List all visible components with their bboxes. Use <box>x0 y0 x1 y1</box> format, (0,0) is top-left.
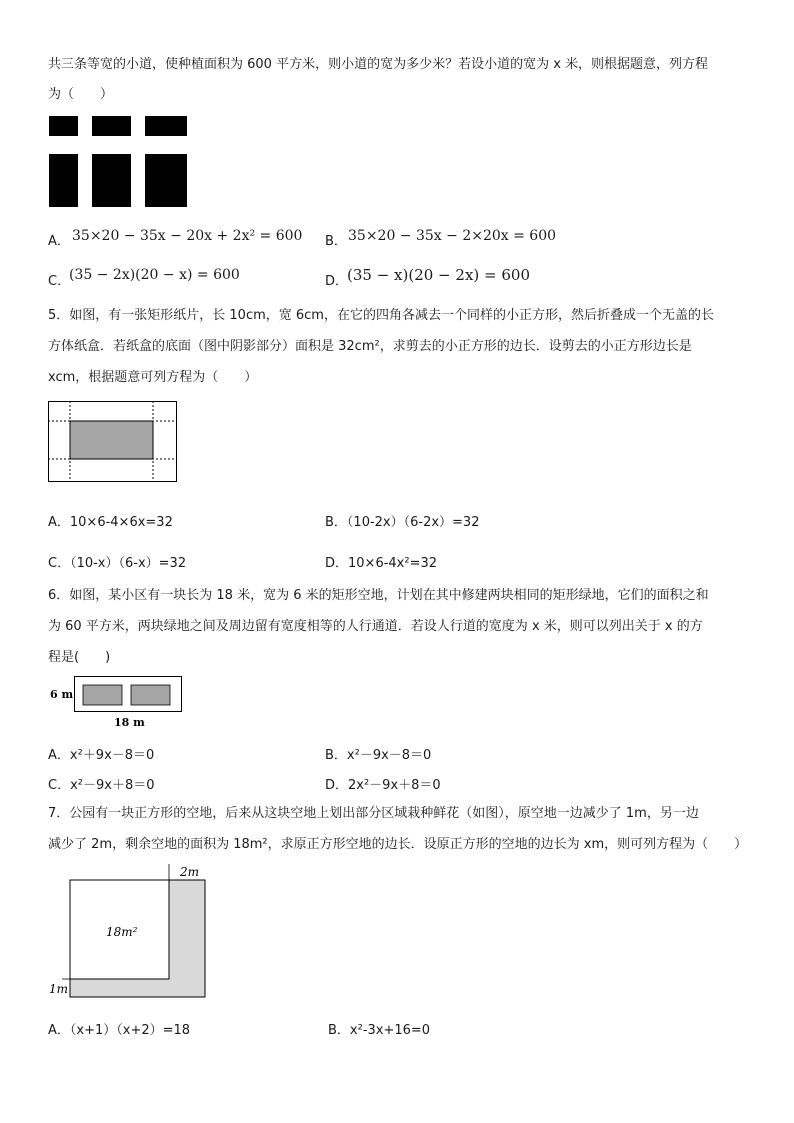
q4-figure <box>48 116 190 208</box>
q6-option-a: A．x²＋9x－8＝0 <box>48 748 155 763</box>
q4-plot-bottom-1 <box>49 154 78 207</box>
q4-option-c-letter: C． <box>48 274 71 289</box>
q5-shaded-base <box>70 421 153 459</box>
q6-stem-line3: 程是( ) <box>48 650 111 665</box>
q6-option-b: B．x²－9x－8＝0 <box>325 748 432 763</box>
q5-stem-line2: 方体纸盒．若纸盒的底面（图中阴影部分）面积是 32cm²，求剪去的小正方形的边长．设剪去的小正方形边长是 <box>48 339 692 354</box>
q6-stem-line2: 为 60 平方米，两块绿地之间及周边留有宽度相等的人行通道．若设人行道的宽度为 x 米，则可以列出关于 x 的方 <box>48 619 703 634</box>
q7-label-left: 1m <box>49 982 69 996</box>
q7-label-center: 18m² <box>106 925 138 939</box>
q5-option-b: B．（10-2x）（6-2x）=32 <box>325 515 480 530</box>
q7-option-b: B．x²-3x+16=0 <box>328 1023 431 1038</box>
q4-plot-bottom-3 <box>145 154 187 207</box>
q4-option-d-letter: D． <box>325 274 349 289</box>
q5-stem-line3: xcm，根据题意可列方程为（ ） <box>48 370 258 385</box>
q5-option-d: D．10×6-4x²=32 <box>325 556 438 571</box>
q5-stem-line1: 5．如图，有一张矩形纸片，长 10cm，宽 6cm，在它的四角各减去一个同样的小正方形，然后折叠成一个无盖的长 <box>48 308 714 323</box>
q7-stem-line2: 减少了 2m，剩余空地的面积为 18m²，求原正方形空地的边长．设原正方形的空地的边长为 xm，则可列方程为（ ） <box>48 837 748 852</box>
q6-stem-line1: 6．如图，某小区有一块长为 18 米，宽为 6 米的矩形空地，计划在其中修建两块相同的矩形绿地，它们的面积之和 <box>48 588 709 603</box>
q4-plot-bottom-2 <box>92 154 131 207</box>
q4-option-d-text: (35 − x)(20 − 2x) = 600 <box>347 266 530 284</box>
q4-stem-line1: 共三条等宽的小道，使种植面积为 600 平方米，则小道的宽为多少米？若设小道的宽为 x 米，则根据题意，列方程 <box>48 57 709 72</box>
q5-option-c: C．（10-x）（6-x）=32 <box>48 556 187 571</box>
q6-option-d: D．2x²－9x＋8＝0 <box>325 778 441 793</box>
q6-label-bottom: 18 m <box>114 716 145 729</box>
q4-stem-line2: 为（ ） <box>48 87 114 102</box>
q4-option-b-text: 35×20 − 35x − 2×20x = 600 <box>348 228 557 244</box>
q4-plot-top-1 <box>49 116 78 136</box>
q6-option-c: C．x²－9x＋8＝0 <box>48 778 155 793</box>
q7-label-top: 2m <box>180 865 200 879</box>
q6-green-plot-2 <box>131 685 170 705</box>
q7-figure <box>48 864 208 1000</box>
q4-option-a-text: 35×20 − 35x − 20x + 2x² = 600 <box>72 228 303 244</box>
q5-figure <box>48 401 178 483</box>
q7-stem-line1: 7．公园有一块正方形的空地，后来从这块空地上划出部分区域栽种鲜花（如图），原空地一边减少了 1m，另一边 <box>48 806 699 821</box>
q6-green-plot-1 <box>83 685 122 705</box>
q7-option-a: A．（x+1）（x+2）=18 <box>48 1023 191 1038</box>
q5-option-a: A．10×6-4×6x=32 <box>48 515 173 530</box>
q4-plot-top-2 <box>92 116 131 136</box>
q4-option-c-text: (35 − 2x)(20 − x) = 600 <box>69 267 240 283</box>
q4-option-a-letter: A． <box>48 234 70 249</box>
q6-label-side: 6 m <box>50 688 74 701</box>
q4-option-b-letter: B． <box>325 234 347 249</box>
q4-plot-top-3 <box>145 116 187 136</box>
q6-figure <box>48 676 184 730</box>
